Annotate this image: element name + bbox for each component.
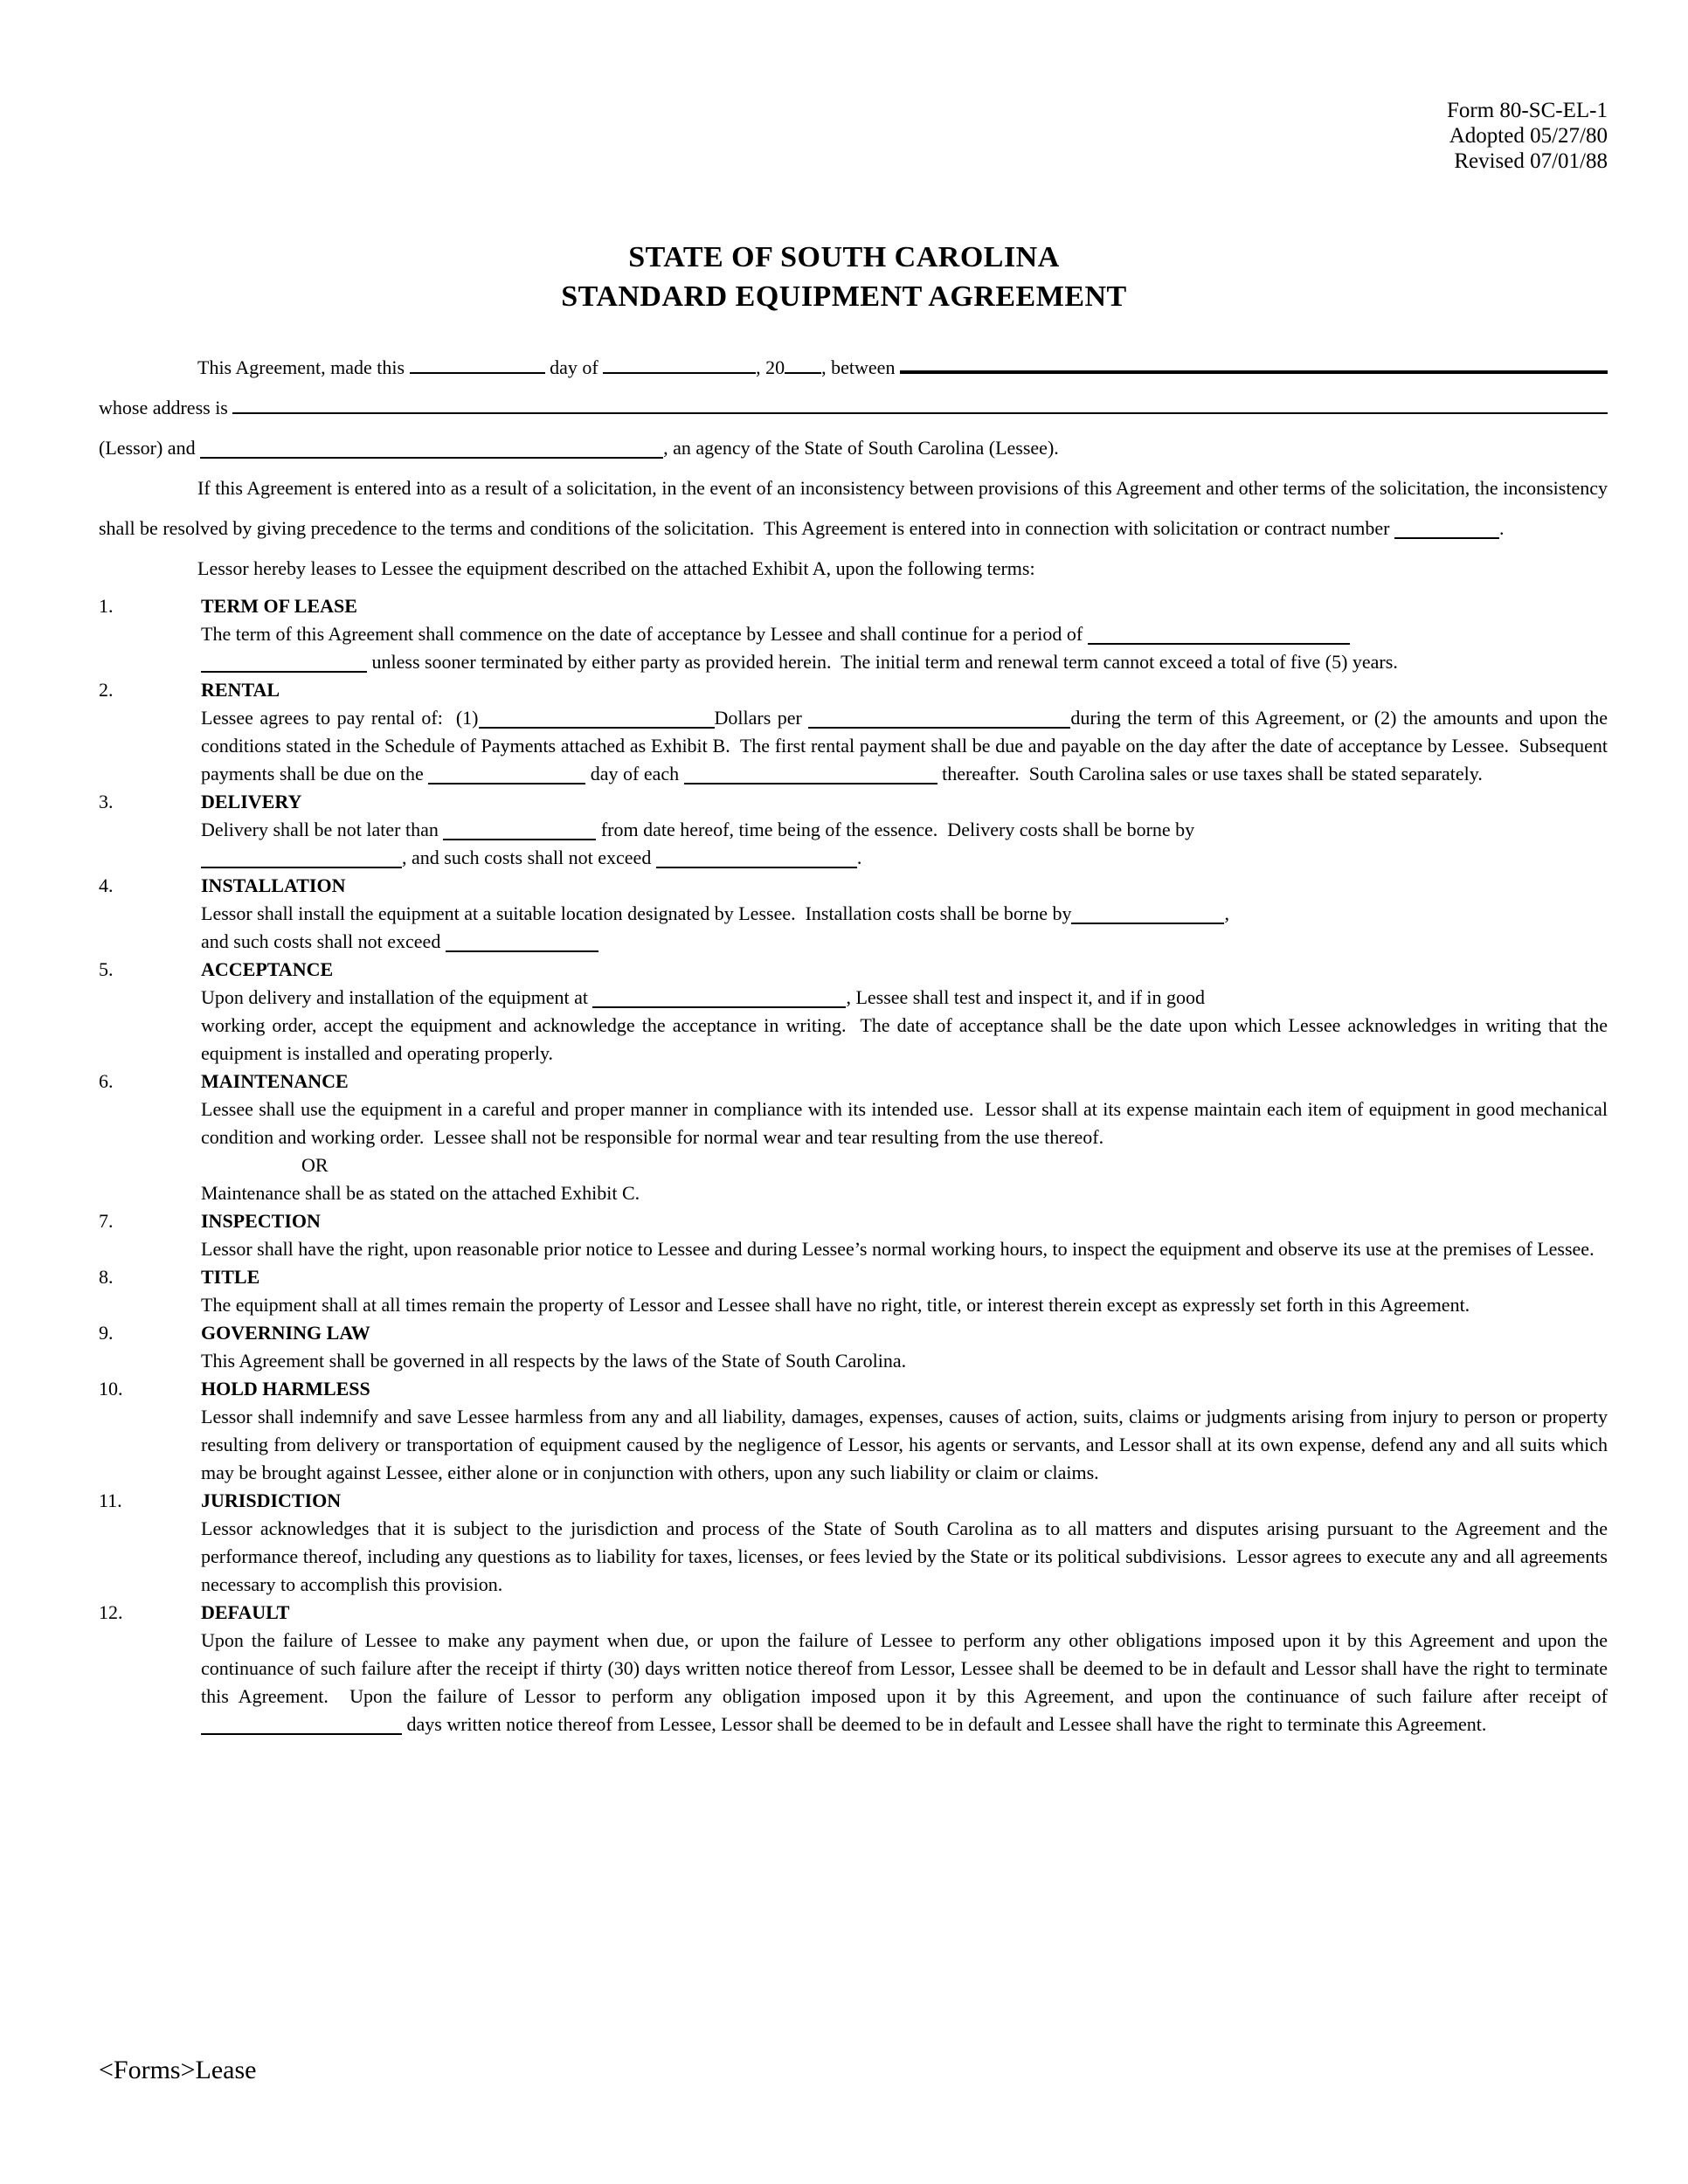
blank-fill-line[interactable]	[900, 370, 1608, 374]
section-inspection	[99, 1207, 1608, 1263]
lease-grant-paragraph	[99, 549, 1608, 589]
blank-fill-line[interactable]	[201, 1733, 402, 1735]
blank-fill-line[interactable]	[1394, 537, 1499, 539]
section-paragraph	[201, 1403, 1608, 1487]
section-paragraph	[201, 1095, 1608, 1151]
text-run: This Agreement shall be governed in all respects by the laws of the State of South Carolina.	[201, 1350, 907, 1372]
text-run: The term of this Agreement shall commence on the date of acceptance by Lessee and shall continue for a period of	[201, 623, 1088, 645]
text-run: Lessee agrees to pay rental of: (1)	[201, 707, 479, 729]
section-paragraph	[201, 1627, 1608, 1738]
section-paragraph	[201, 704, 1608, 788]
numbered-terms-list	[99, 592, 1608, 1738]
section-maintenance	[99, 1068, 1608, 1207]
text-run: thereafter. South Carolina sales or use taxes shall be stated separately.	[937, 763, 1483, 784]
text-run: and such costs shall not exceed	[201, 930, 446, 952]
text-run: ,	[1224, 902, 1229, 924]
text-run: Lessor shall indemnify and save Lessee harmless from any and all liability, damages, expenses, causes of action, suits, claims or judgments arising from injury to person or property resulting from delivery or transportation of equipment caused by the negligence of Lessor, his agents or servants, and Lessor shall at its own expense, defend any and all suits which may be brought against Lessee, either alone or in conjunction with others, upon any such liability or claim or claims.	[201, 1406, 1608, 1483]
section-heading: MAINTENANCE	[201, 1070, 349, 1092]
section-heading: DEFAULT	[201, 1601, 290, 1623]
blank-fill-line[interactable]	[201, 867, 402, 868]
blank-fill-line[interactable]	[1071, 923, 1224, 924]
section-heading: HOLD HARMLESS	[201, 1378, 370, 1400]
section-paragraph	[201, 900, 1608, 956]
text-run: Dollars per	[714, 707, 809, 729]
agreement-parties-line-3	[99, 428, 1608, 468]
blank-fill-line[interactable]	[684, 783, 937, 784]
section-heading: INSTALLATION	[201, 874, 346, 896]
section-title	[99, 1263, 1608, 1319]
text-run: Lessor acknowledges that it is subject to the jurisdiction and process of the State of South Carolina as to all matters and disputes arising pursuant to the Agreement and the performance thereof, including any questions as to liability for taxes, licenses, or fees levied by the State or its political subdivisions. Lessor agrees to execute any and all agreements necessary to accomplish this provision.	[201, 1517, 1608, 1595]
section-acceptance	[99, 956, 1608, 1068]
blank-fill-line[interactable]	[446, 950, 598, 952]
form-header	[0, 0, 1688, 174]
blank-fill-line[interactable]	[443, 839, 596, 840]
section-default	[99, 1599, 1608, 1738]
section-paragraph	[201, 1515, 1608, 1599]
section-heading: INSPECTION	[201, 1210, 321, 1232]
section-paragraph	[201, 1179, 1608, 1207]
text-run: , between	[821, 356, 900, 378]
text-run: Upon the failure of Lessee to make any payment when due, or upon the failure of Lessee to perform any other obligations imposed upon it by this Agreement and upon the continuance of such failure after the receipt if thirty (30) days written notice thereof from Lessor, Lessee shall be deemed to be in default and Lessor shall have the right to terminate this Agreement. Upon the failure of Lessor to perform any obligation imposed upon it by this Agreement, and upon the continuance of such failure after receipt of	[201, 1629, 1608, 1707]
text-run: during the term of this Agreement, or (2) the amounts and upon the conditions stated in the Schedule of Payments attached as Exhibit B. The first rental payment shall be due and payable on the day after the date of acceptance by Lessee. Subsequent payments shall be due on the	[201, 707, 1608, 784]
section-paragraph	[201, 816, 1608, 872]
text-run: Lessor shall have the right, upon reasonable prior notice to Lessee and during Lessee’s normal working hours, to inspect the equipment and observe its use at the premises of Lessee.	[201, 1238, 1595, 1260]
text-run: Lessee shall use the equipment in a careful and proper manner in compliance with its intended use. Lessor shall at its expense maintain each item of equipment in good mechanical condition and working order. Lessee shall not be responsible for normal wear and tear resulting from the use thereof.	[201, 1098, 1608, 1148]
blank-fill-line[interactable]	[1088, 643, 1350, 645]
text-run: , an agency of the State of South Carolina (Lessee).	[663, 437, 1059, 459]
blank-fill-line[interactable]	[785, 372, 821, 374]
blank-fill-line[interactable]	[428, 783, 585, 784]
section-term-of-lease	[99, 592, 1608, 676]
text-run: , Lessee shall test and inspect it, and if in good	[846, 986, 1206, 1008]
section-heading: RENTAL	[201, 679, 280, 701]
section-paragraph	[201, 620, 1608, 676]
text-run: from date hereof, time being of the essence. Delivery costs shall be borne by	[596, 819, 1195, 840]
section-number: 3.	[99, 791, 114, 812]
section-heading: ACCEPTANCE	[201, 958, 334, 980]
section-heading: JURISDICTION	[201, 1489, 342, 1511]
section-paragraph	[201, 1291, 1608, 1319]
text-run: , and such costs shall not exceed	[402, 847, 656, 868]
form-number: Form 80-SC-EL-1	[1446, 99, 1608, 122]
text-run: If this Agreement is entered into as a result of a solicitation, in the event of an inconsistency between provisions of this Agreement and other terms of the solicitation, the inconsistency shall be resolved by giving precedence to the terms and conditions of the solicitation. This Agreement is entered into in connection with solicitation or contract number	[99, 477, 1608, 539]
text-run: day of each	[585, 763, 684, 784]
agreement-parties-line-2	[99, 388, 1608, 428]
section-number: 6.	[99, 1070, 114, 1092]
intro-block	[99, 348, 1608, 589]
title-line-1: STATE OF SOUTH CAROLINA	[628, 241, 1060, 273]
section-number: 4.	[99, 874, 114, 896]
text-run: whose address is	[99, 397, 233, 418]
text-run: This Agreement, made this	[197, 356, 410, 378]
blank-fill-line[interactable]	[201, 671, 367, 673]
text-run: day of	[544, 356, 604, 378]
text-run: .	[1499, 517, 1505, 539]
section-number: 2.	[99, 679, 114, 701]
blank-fill-line[interactable]	[592, 1006, 846, 1008]
text-run: The equipment shall at all times remain the property of Lessor and Lessee shall have no right, title, or interest therein except as expressly set forth in this Agreement.	[201, 1294, 1470, 1316]
section-jurisdiction	[99, 1487, 1608, 1599]
text-run: Lessor hereby leases to Lessee the equipment described on the attached Exhibit A, upon the following terms:	[197, 557, 1035, 579]
blank-fill-line[interactable]	[603, 372, 756, 374]
form-adopted-date: Adopted 05/27/80	[1449, 124, 1608, 148]
section-number: 11.	[99, 1489, 122, 1511]
text-run: (Lessor) and	[99, 437, 201, 459]
text-run: unless sooner terminated by either party as provided herein. The initial term and renewal term cannot exceed a total of five (5) years.	[367, 651, 1398, 673]
text-run: OR	[301, 1154, 329, 1176]
section-number: 9.	[99, 1322, 114, 1344]
solicitation-paragraph	[99, 468, 1608, 549]
section-governing-law	[99, 1319, 1608, 1375]
form-revised-date: Revised 07/01/88	[1454, 149, 1608, 173]
section-heading: GOVERNING LAW	[201, 1322, 370, 1344]
title-line-2: STANDARD EQUIPMENT AGREEMENT	[561, 280, 1127, 313]
section-hold-harmless	[99, 1375, 1608, 1487]
blank-fill-line[interactable]	[656, 867, 857, 868]
section-heading: DELIVERY	[201, 791, 302, 812]
section-paragraph	[201, 1151, 1608, 1179]
section-paragraph	[201, 1347, 1608, 1375]
section-installation	[99, 872, 1608, 956]
section-number: 8.	[99, 1266, 114, 1288]
agreement-parties-line-1	[99, 348, 1608, 388]
text-run: Maintenance shall be as stated on the attached Exhibit C.	[201, 1182, 640, 1204]
text-run: .	[856, 847, 862, 868]
blank-fill-line[interactable]	[232, 412, 1608, 414]
text-run: Delivery shall be not later than	[201, 819, 444, 840]
text-run: working order, accept the equipment and acknowledge the acceptance in writing. The date of acceptance shall be the date upon which Lessee acknowledges in writing that the equipment is installed and operating properly.	[201, 1014, 1608, 1064]
section-heading: TERM OF LEASE	[201, 595, 357, 617]
section-paragraph	[201, 1235, 1608, 1263]
section-number: 1.	[99, 595, 114, 617]
section-number: 5.	[99, 958, 114, 980]
text-run: , 20	[756, 356, 785, 378]
text-run: days written notice thereof from Lessee, Lessor shall be deemed to be in default and Lessee shall have the right to terminate this Agreement.	[402, 1713, 1487, 1735]
text-run: Upon delivery and installation of the equipment at	[201, 986, 593, 1008]
section-paragraph	[201, 984, 1608, 1068]
section-rental	[99, 676, 1608, 788]
section-heading: TITLE	[201, 1266, 260, 1288]
section-number: 10.	[99, 1378, 123, 1400]
blank-fill-line[interactable]	[410, 372, 545, 374]
text-run: Lessor shall install the equipment at a suitable location designated by Lessee. Installation costs shall be borne by	[201, 902, 1072, 924]
footer-label: <Forms>Lease	[99, 2056, 257, 2084]
blank-fill-line[interactable]	[200, 457, 663, 459]
section-number: 12.	[99, 1601, 123, 1623]
section-number: 7.	[99, 1210, 114, 1232]
blank-fill-line[interactable]	[479, 727, 715, 729]
section-delivery	[99, 788, 1608, 872]
document-title	[0, 238, 1688, 316]
blank-fill-line[interactable]	[808, 727, 1070, 729]
